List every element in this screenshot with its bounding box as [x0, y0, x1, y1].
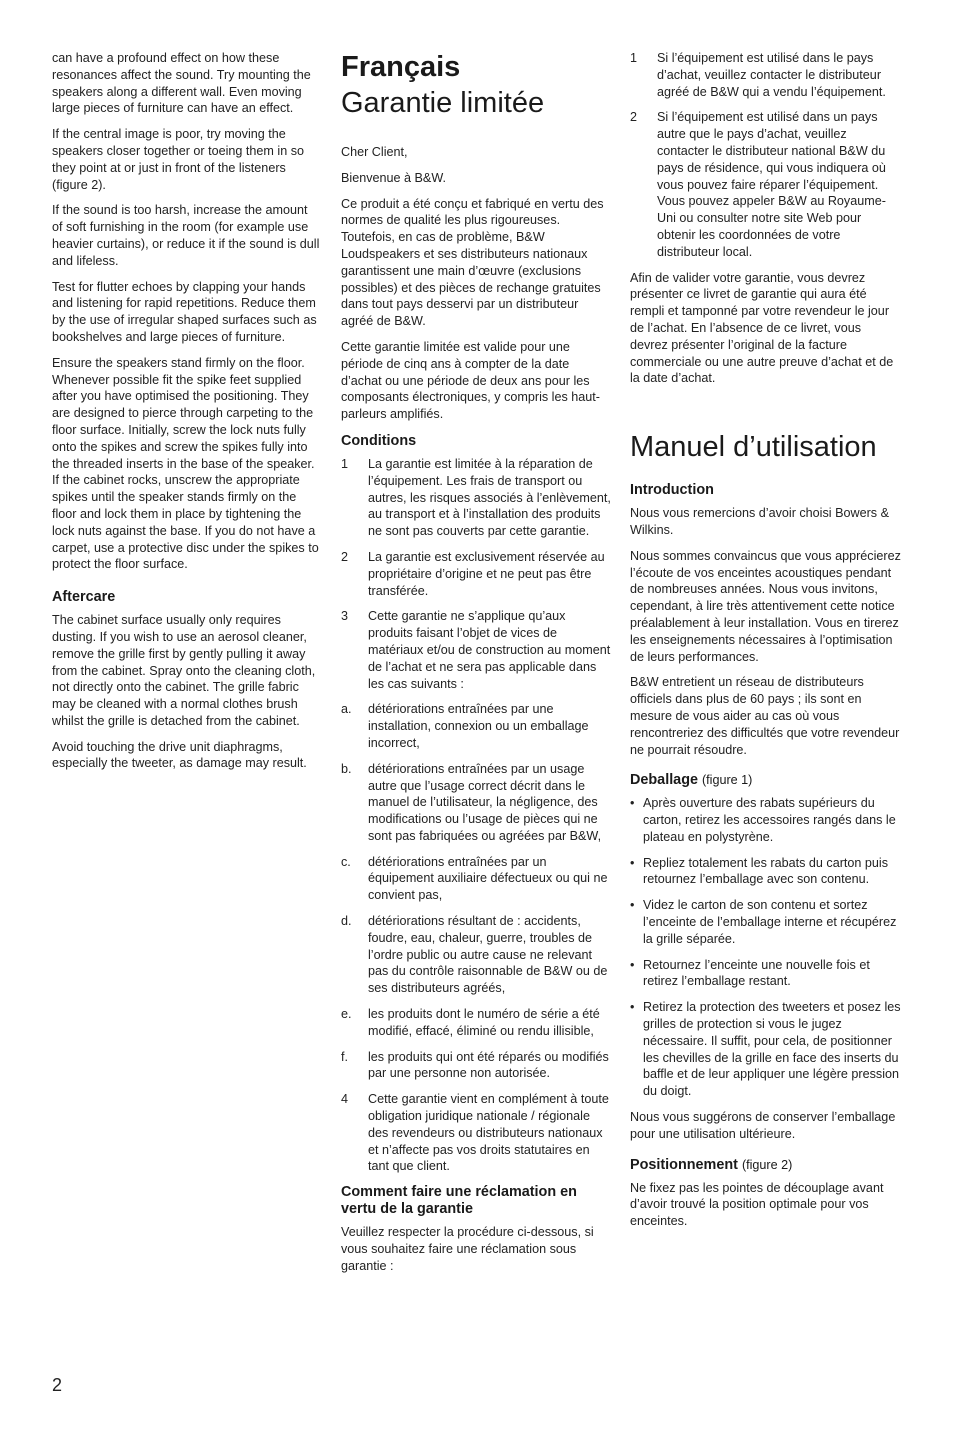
- item-number: 2: [341, 549, 349, 564]
- spacer: [630, 396, 901, 428]
- warranty-title: Garantie limitée: [341, 87, 545, 119]
- list-item: [341, 549, 611, 599]
- item-number: a.: [341, 702, 352, 717]
- list-item: [341, 608, 611, 692]
- claim-heading: Comment faire une réclamation en vertu de la garantie: [341, 1184, 577, 1218]
- page-number: 2: [52, 1375, 63, 1395]
- list-item: [630, 897, 901, 947]
- item-text: les produits dont le numéro de série a été modifié, effacé, éliminé ou rendu illisible,: [368, 1007, 600, 1038]
- item-number: 2: [630, 110, 638, 125]
- item-text: Repliez totalement les rabats du carton puis retournez l’emballage avec son contenu.: [643, 855, 889, 887]
- item-text: La garantie est limitée à la réparation de l’équipement. Les frais de transport ou autres, les risques associés à l’enlèvement, au transport et à l’installation des produits ne sont pas couverts par cette garantie.: [368, 456, 611, 539]
- positioning-heading: [630, 1157, 901, 1174]
- item-number: 1: [630, 51, 638, 65]
- list-item: [341, 913, 611, 997]
- column-right: [630, 50, 901, 1239]
- list-item: [341, 1049, 611, 1083]
- item-number: c.: [341, 854, 351, 869]
- bullet: •: [630, 898, 635, 913]
- paragraph: Cher Client,: [341, 145, 408, 159]
- column-left: [52, 50, 320, 781]
- list-item: [341, 854, 611, 904]
- paragraph: If the central image is poor, try moving the speakers closer together or toeing them in so they point at or just in front of the listeners (figure 2).: [52, 127, 305, 192]
- paragraph: The cabinet surface usually only requires dusting. If you wish to use an aerosol cleaner, remove the grille first by gently pulling it away from the cabinet. Spray onto the cleaning cloth, not directly onto the cabinet. The grille fabric may be cleaned with a normal clothes brush whilst the grille is detached from the cabinet.: [52, 613, 316, 728]
- unpacking-list: [630, 795, 901, 1100]
- heading-text: Positionnement: [630, 1156, 738, 1173]
- list-item: [630, 855, 901, 889]
- column-middle: [341, 50, 611, 1284]
- paragraph: B&W entretient un réseau de distributeurs officiels dans plus de 60 pays ; ils sont en mesure de vous aider au cas où vous rencontreriez des difficultés que votre revendeur ne pourrait résoudre.: [630, 675, 900, 757]
- item-text: détériorations résultant de : accidents, foudre, eau, chaleur, guerre, troubles de l’ordre public ou autre cause ne relevant pas du contrôle raisonnable de B&W ou de ses distributeurs agréés,: [368, 914, 608, 996]
- list-item: [341, 761, 611, 845]
- paragraph: Cette garantie limitée est valide pour une période de cinq ans à compter de la date d’achat ou une période de deux ans pour les composants électroniques, y compris les haut-parleurs amplifiés.: [341, 339, 600, 422]
- list-item: [630, 50, 901, 100]
- paragraph: If the sound is too harsh, increase the amount of soft furnishing in the room (for example use heavier curtains), or reduce it if the sound is dull and lifeless.: [52, 203, 320, 268]
- item-text: détériorations entraînées par une installation, connexion ou un emballage incorrect,: [368, 702, 589, 750]
- list-item: [341, 1006, 611, 1040]
- item-number: 4: [341, 1092, 349, 1107]
- item-text: Retirez la protection des tweeters et posez les grilles de protection si vous le jugez nécessaire. Il suffit, pour cela, de positionner les chevilles de la grille en face des inserts du baffle et de leur appliquer une légère pression du doigt.: [643, 1000, 901, 1099]
- bullet: •: [630, 855, 635, 870]
- heading-text: Deballage: [630, 772, 698, 789]
- paragraph: Veuillez respecter la procédure ci-dessous, si vous souhaitez faire une réclamation sous garantie :: [341, 1225, 594, 1273]
- list-item: [341, 456, 611, 540]
- unpacking-heading: [630, 772, 901, 789]
- aftercare-heading: Aftercare: [52, 589, 116, 606]
- paragraph: Avoid touching the drive unit diaphragms, especially the tweeter, as damage may result.: [52, 739, 307, 771]
- bullet: •: [630, 796, 635, 811]
- paragraph: Nous sommes convaincus que vous apprécierez l’écoute de vos enceintes acoustiques pendant de nombreuses années. Nous vous invitons, cependant, à lire très attentivement cette notice préalablement à leur installation. Vous en tirerez les enseignements nécessaires à l’optimisation de leurs performances.: [630, 548, 901, 664]
- list-item: [341, 701, 611, 751]
- item-text: détériorations entraînées par un usage autre que l’usage correct décrit dans le manuel de l’utilisateur, la négligence, des modifications ou l’usage de pièces qui ne sont pas fabriquées ou agréées par B&W,: [368, 761, 602, 843]
- figure-reference: (figure 2): [741, 1157, 793, 1172]
- paragraph: Ce produit a été conçu et fabriqué en vertu des normes de qualité les plus rigoureuses. Toutefois, en cas de problème, B&W Loudspeakers et ses distributeurs nationaux garantissent une main d’œuvre (exclusions possibles) et des pièces de rechange gratuites dans tout pays desservi par un distributeur agréé de B&W.: [341, 196, 604, 329]
- item-text: Si l’équipement est utilisé dans le pays d’achat, veuillez contacter le distributeur agréé de B&W qui a vendu l’équipement.: [657, 51, 886, 99]
- figure-reference: (figure 1): [701, 773, 753, 788]
- bullet: •: [630, 1000, 635, 1015]
- list-item: [630, 999, 901, 1100]
- item-number: b.: [341, 761, 352, 776]
- conditions-list: [341, 456, 611, 1175]
- paragraph: can have a profound effect on how these resonances affect the sound. Try mounting the speakers along a different wall. Even moving large pieces of furniture can have an effect.: [52, 51, 311, 116]
- item-text: Videz le carton de son contenu et sortez l’enceinte de l’emballage interne et récupérez la grille séparée.: [643, 898, 897, 946]
- paragraph: Ne fixez pas les pointes de découplage avant d’avoir trouvé la position optimale pour vos enceintes.: [630, 1180, 884, 1229]
- item-text: Cette garantie vient en complément à toute obligation juridique nationale / régionale des revendeurs ou distributeurs nationaux et n’affecte pas vos droits statutaires en tant que client.: [368, 1092, 609, 1174]
- item-text: Retournez l’enceinte une nouvelle fois et retirez l’emballage restant.: [643, 957, 870, 989]
- paragraph: Nous vous remercions d’avoir choisi Bowers & Wilkins.: [630, 506, 889, 537]
- list-item: [341, 1091, 611, 1175]
- paragraph: Test for flutter echoes by clapping your hands and listening for rapid repetitions. Reduce them by the use of irregular shaped surfaces such as bookshelves and large pieces of furniture.: [52, 279, 317, 344]
- item-text: Après ouverture des rabats supérieurs du carton, retirez les accessoires rangés dans le plateau en polystyrène.: [643, 796, 896, 844]
- list-item: [630, 109, 901, 260]
- manual-title: Manuel d’utilisation: [630, 431, 877, 464]
- item-text: détériorations entraînées par un équipement auxiliaire défectueux ou qui ne convient pas,: [368, 854, 608, 903]
- bullet: •: [630, 957, 635, 972]
- paragraph: Nous vous suggérons de conserver l’emballage pour une utilisation ultérieure.: [630, 1110, 896, 1141]
- item-number: d.: [341, 914, 352, 929]
- paragraph: Bienvenue à B&W.: [341, 170, 447, 185]
- item-text: La garantie est exclusivement réservée au propriétaire d’origine et ne peut pas être transférée.: [368, 549, 605, 598]
- item-text: Cette garantie ne s’applique qu’aux produits faisant l’objet de vices de matériaux et/ou de construction au moment de l’achat et ne sera pas applicable dans les cas suivants :: [368, 609, 611, 691]
- list-item: [630, 795, 901, 845]
- item-text: Si l’équipement est utilisé dans un pays autre que le pays d’achat, veuillez contacter le distributeur national B&W du pays de résidence, qui vous indiquera où vous pouvez faire réparer l’équipement. Vous pouvez appeler B&W au Royaume-Uni ou consulter notre site Web pour obtenir les coordonnées de votre distributeur local.: [657, 110, 886, 259]
- claim-steps-list: [630, 50, 901, 261]
- paragraph: Afin de valider votre garantie, vous devrez présenter ce livret de garantie qui aura été rempli et tamponné par votre revendeur le jour de l’achat. En l’absence de ce livret, vous devrez présenter l’original de la facture commerciale ou une autre preuve d’achat et de la date d’achat.: [630, 270, 894, 386]
- conditions-heading: Conditions: [341, 432, 417, 449]
- list-item: [630, 957, 901, 991]
- paragraph: Ensure the speakers stand firmly on the floor. Whenever possible fit the spike feet supplied after you have optimised the positioning. They are designed to pierce through carpeting to the floor surface. Initially, screw the lock nuts fully onto the spikes and screw the spikes fully into the threaded inserts in the base of the speaker. If the cabinet rocks, unscrew the appropriate spikes until the speaker stands firmly on the floor and lock them in place by tightening the lock nuts against the base. If you do not have a carpet, use a protective disc under the spikes to protect the floor surface.: [52, 355, 319, 572]
- introduction-heading: Introduction: [630, 482, 714, 499]
- item-number: 3: [341, 609, 349, 624]
- language-heading: Français: [341, 51, 461, 83]
- item-number: e.: [341, 1007, 352, 1022]
- item-number: f.: [341, 1049, 348, 1064]
- item-text: les produits qui ont été réparés ou modifiés par une personne non autorisée.: [368, 1049, 609, 1081]
- item-number: 1: [341, 456, 349, 471]
